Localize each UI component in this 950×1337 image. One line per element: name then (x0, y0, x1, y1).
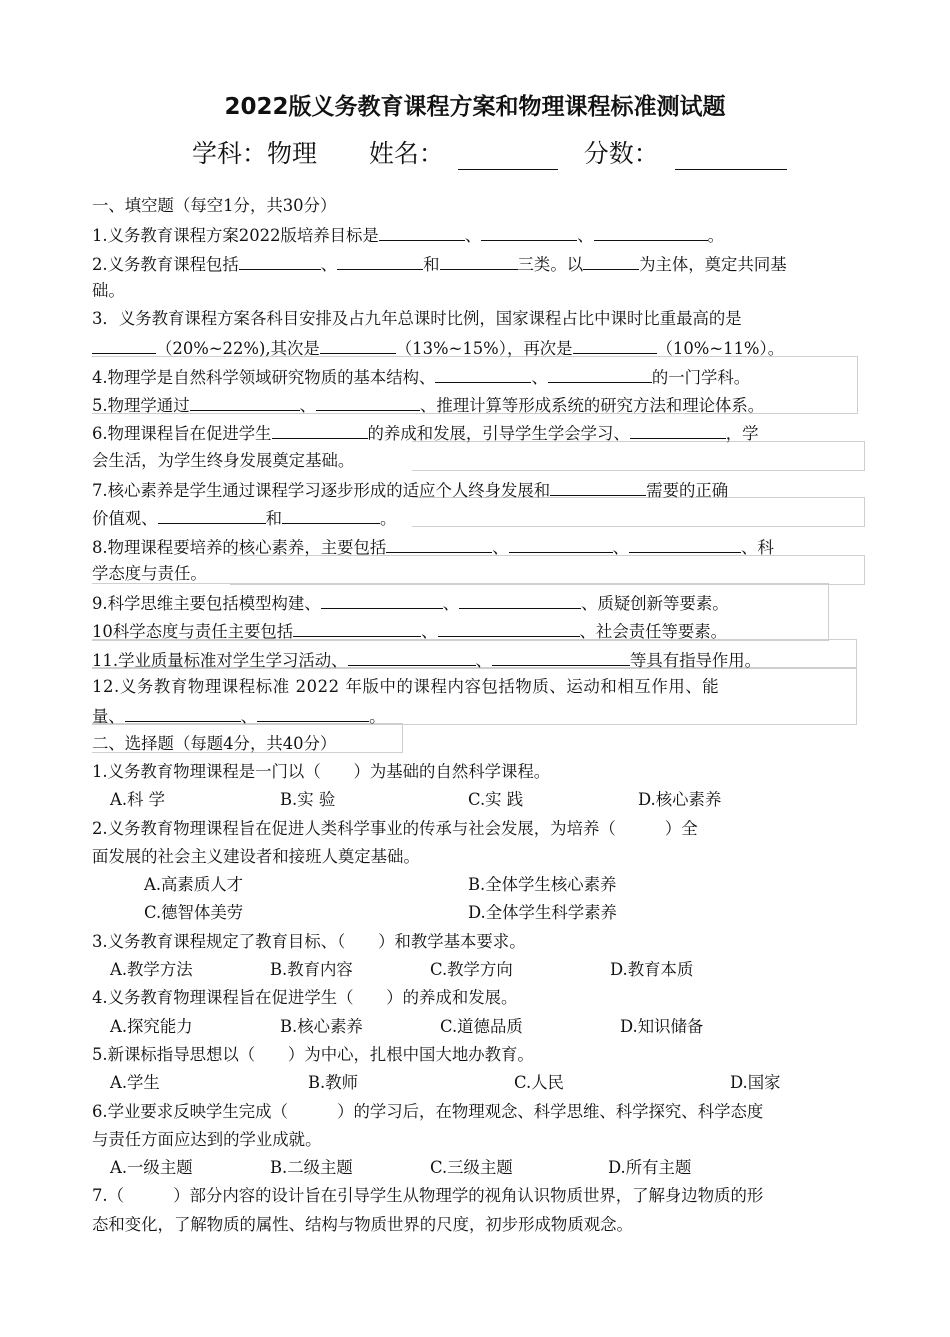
answer-blank[interactable] (158, 503, 266, 524)
fill-question-7: 7.核心素养是学生通过课程学习逐步形成的适应个人终身发展和 需要的正确 (92, 475, 862, 503)
answer-blank[interactable] (282, 503, 380, 524)
score-blank[interactable] (675, 139, 787, 170)
exam-header (192, 134, 787, 170)
fill-question-9: 9.科学思维主要包括模型构建、 、 、质疑创新等要素。 (92, 588, 862, 616)
option-b[interactable]: B.全体学生核心素养 (468, 875, 617, 895)
fill-question-6: 6.物理课程旨在促进学生 的养成和发展，引导学生学会学习、 ，学 (92, 418, 862, 446)
option-a[interactable]: A.一级主题 (110, 1158, 193, 1178)
option-b[interactable]: B.教师 (308, 1073, 359, 1093)
option-a[interactable]: A.学生 (110, 1073, 160, 1093)
fill-question-8: 8.物理课程要培养的核心素养，主要包括 、 、 、科 (92, 532, 862, 560)
option-c[interactable]: C.道德品质 (440, 1016, 523, 1036)
option-d[interactable]: D.所有主题 (608, 1158, 692, 1178)
fill-question-11: 11.学业质量标准对学生学习活动、 、 等具有指导作用。 (92, 645, 862, 673)
fill-question-4: 4.物理学是自然科学领域研究物质的基本结构、 、 的一门学科。 (92, 362, 862, 390)
answer-blank[interactable] (125, 701, 241, 722)
fill-question-7-cont: 价值观、 和 。 (92, 503, 862, 531)
answer-blank[interactable] (630, 418, 726, 439)
fill-question-3-cont: （20%~22%),其次是 （13%~15%），再次是 （10%~11%）。 (92, 333, 862, 361)
answer-blank[interactable] (348, 645, 476, 666)
option-b[interactable]: B.教育内容 (270, 960, 353, 980)
option-a[interactable]: A.高素质人才 (144, 875, 243, 895)
answer-blank[interactable] (316, 390, 420, 411)
choice-question-2-cont: 面发展的社会主义建设者和接班人奠定基础。 (92, 846, 420, 866)
exam-content (92, 192, 862, 1239)
choice-question-4: 4.义务教育物理课程旨在促进学生（ ）的养成和发展。 (92, 988, 518, 1008)
fill-question-2-cont: 础。 (92, 280, 125, 300)
fill-question-2: 2.义务教育课程包括 、 和 三类。以 为主体，奠定共同基 (92, 249, 862, 277)
choice-options-5 (92, 1069, 862, 1097)
answer-blank[interactable] (594, 220, 708, 241)
answer-blank[interactable] (386, 532, 492, 553)
fill-question-12-cont: 量、 、 。 (92, 701, 862, 729)
choice-options-1 (92, 786, 862, 814)
fill-question-10: 10科学态度与责任主要包括 、 、社会责任等要素。 (92, 616, 862, 644)
choice-question-7: 7.（ ）部分内容的设计旨在引导学生从物理学的视角认识物质世界，了解身边物质的形 (92, 1186, 764, 1206)
section-heading: 一、填空题（每空1分，共30分） (92, 196, 337, 215)
choice-options-4 (92, 1013, 862, 1041)
answer-blank[interactable] (320, 333, 396, 354)
option-d[interactable]: D.核心素养 (638, 790, 722, 810)
option-b[interactable]: B.核心素养 (280, 1016, 363, 1036)
answer-blank[interactable] (629, 532, 741, 553)
choice-options-6 (92, 1154, 862, 1182)
choice-question-6-cont: 与责任方面应达到的学业成就。 (92, 1129, 322, 1149)
option-d[interactable]: D.知识储备 (620, 1016, 704, 1036)
answer-blank[interactable] (573, 333, 657, 354)
answer-blank[interactable] (293, 616, 421, 637)
answer-blank[interactable] (583, 249, 639, 270)
fill-question-3: 3．义务教育课程方案各科目安排及占九年总课时比例，国家课程占比中课时比重最高的是 (92, 309, 742, 329)
answer-blank[interactable] (379, 220, 465, 241)
option-c[interactable]: C.德智体美劳 (144, 903, 244, 923)
answer-blank[interactable] (550, 475, 646, 496)
option-d[interactable]: D.全体学生科学素养 (468, 903, 617, 923)
answer-blank[interactable] (337, 249, 423, 270)
section-heading: 二、选择题（每题4分，共40分） (92, 733, 337, 753)
answer-blank[interactable] (239, 249, 321, 270)
option-b[interactable]: B.二级主题 (270, 1158, 353, 1178)
choice-question-1: 1.义务教育物理课程是一门以（ ）为基础的自然科学课程。 (92, 761, 551, 781)
option-a[interactable]: A.科 学 (110, 790, 166, 810)
choice-question-5: 5.新课标指导思想以（ ）为中心，扎根中国大地办教育。 (92, 1044, 534, 1064)
option-c[interactable]: C.教学方向 (430, 960, 513, 980)
page-title: 2022版义务教育课程方案和物理课程标准测试题 (224, 94, 726, 120)
option-b[interactable]: B.实 验 (280, 790, 336, 810)
answer-blank[interactable] (440, 249, 518, 270)
answer-blank[interactable] (459, 588, 581, 609)
fill-question-5: 5.物理学通过 、 、推理计算等形成系统的研究方法和理论体系。 (92, 390, 862, 418)
option-c[interactable]: C.三级主题 (430, 1158, 513, 1178)
name-blank[interactable] (458, 139, 558, 170)
option-a[interactable]: A.教学方法 (110, 960, 193, 980)
answer-blank[interactable] (435, 362, 531, 383)
choice-question-2: 2.义务教育物理课程旨在促进人类科学事业的传承与社会发展，为培养（ ）全 (92, 818, 698, 838)
option-d[interactable]: D.国家 (730, 1073, 781, 1093)
option-c[interactable]: C.实 践 (468, 790, 524, 810)
answer-blank[interactable] (92, 333, 156, 354)
choice-question-6: 6.学业要求反映学生完成（ ）的学习后，在物理观念、科学思维、科学探究、科学态度 (92, 1101, 764, 1121)
option-d[interactable]: D.教育本质 (610, 960, 694, 980)
fill-question-12: 12.义务教育物理课程标准 2022 年版中的课程内容包括物质、运动和相互作用、能 (92, 677, 720, 697)
choice-options-2b (92, 899, 862, 927)
answer-blank[interactable] (548, 362, 652, 383)
name-label: 姓名： (368, 139, 444, 168)
fill-question-8-cont: 学态度与责任。 (92, 563, 207, 583)
choice-options-2a (92, 871, 862, 899)
answer-blank[interactable] (481, 220, 577, 241)
option-a[interactable]: A.探究能力 (110, 1016, 193, 1036)
fill-question-6-cont: 会生活，为学生终身发展奠定基础。 (92, 450, 355, 470)
answer-blank[interactable] (438, 616, 580, 637)
answer-blank[interactable] (272, 418, 368, 439)
choice-options-3 (92, 956, 862, 984)
answer-blank[interactable] (257, 701, 369, 722)
score-label: 分数： (583, 139, 659, 168)
subject-label: 学科：物理 (192, 139, 318, 168)
option-c[interactable]: C.人民 (514, 1073, 564, 1093)
answer-blank[interactable] (492, 645, 630, 666)
fill-question-1: 1.义务教育课程方案2022版培养目标是 、 、 。 (92, 220, 862, 248)
choice-question-3: 3.义务教育课程规定了教育目标、（ ）和教学基本要求。 (92, 931, 526, 951)
answer-blank[interactable] (190, 390, 300, 411)
answer-blank[interactable] (321, 588, 443, 609)
answer-blank[interactable] (509, 532, 613, 553)
choice-question-7-cont: 态和变化，了解物质的属性、结构与物质世界的尺度，初步形成物质观念。 (92, 1214, 633, 1234)
